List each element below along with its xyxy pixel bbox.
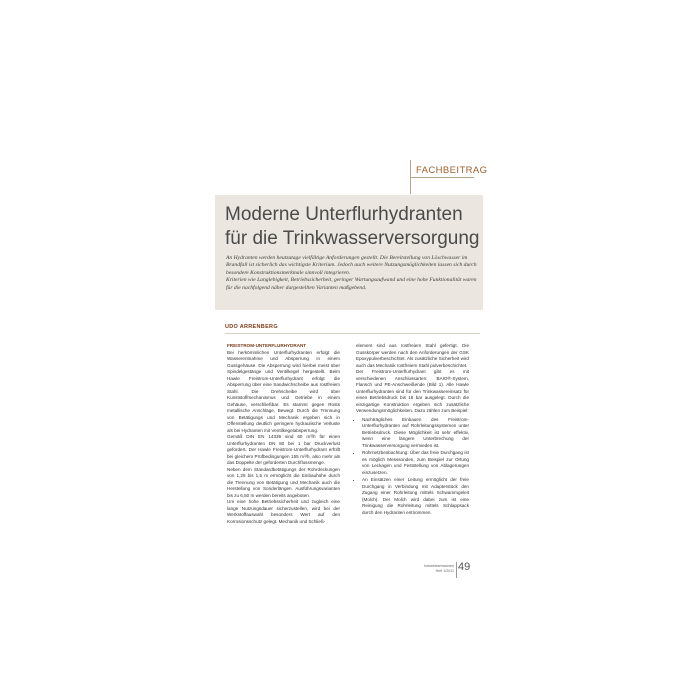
magazine-footer [414, 564, 454, 573]
lead-paragraph: Kriterien wie Langlebigkeit, Betriebssicherheit, geringer Wartungsaufwand und eine hohe Funktionalität waren für die nachfolgend näher dargestellten Varianten maßgebend. [226, 277, 477, 291]
page-number: 49 [458, 561, 471, 573]
article-title [225, 203, 480, 251]
body-paragraph: element sind aus rostfreiem Stahl gefertigt. Die Gusskörper werden nach den Anforderungen der GSK Epoxypulverbeschichtet. Als zusätzliche Sicherheit wird auch das Mechanik rostfreiem Stahl pulverbeschichtet. [356, 343, 469, 368]
feature-list [356, 417, 469, 517]
body-paragraph: Der Freistrom-Unterflurhydrant gibt es mit verschiedenen Anschlussarten: BAIO®-System, Flansch und PE-Anschweißende (Bild 1). Alle Hawle Unterflurhydranten sind für den Trinkwassereinsatz für einen Betriebsdruck bis 16 bar ausgelegt. Durch die einzigartige Konstruktion ergeben sich zusätzliche Verwendungsmöglichkeiten. Dazu zählen zum Beispiel: [356, 369, 469, 413]
list-item: • Nachträgliches Einbauen des Freistrom-Unterflurhydranten auf Rohrleitungssystemen unter Betriebsdruck. Diese Möglichkeit ist sehr effektiv, wenn eine längere Unterbrechung der Trinkwasserversorgung vermieden ist. [362, 417, 469, 450]
list-item: • An Einsätzen einer Leitung ermöglicht der freie Durchgang in Verbindung mit Adapterstück den Zugang einer Rohrleitung mittels Schwammgeleit (Molch). Der Molch wird dabei zum ist eine Reinigung die Rohrleitung mittels Schlappsack durch den Hydranten entnommen. [362, 477, 469, 516]
author-name: UDO ARRENBERG [225, 324, 278, 330]
footer-divider [456, 562, 457, 578]
body-paragraph: Neben dem Standardbetätigungs der Rohrdeckungen von 1,25 bis 1,5 m ermöglicht die Einbauhöhe durch die Trennung von Betätigung und Mechanik auch die Herstellung von Sonderlängen. Ausführungsvarianten bis zu 6,50 m werden bereits angeboten. [227, 466, 340, 498]
body-column-right [356, 343, 469, 517]
magazine-issue: Heft 1/2011 [435, 568, 454, 573]
author-divider [225, 333, 480, 334]
section-subheading: FREISTROM-UNTERFLURHYDRANT [227, 343, 307, 348]
article-title-line1: Moderne Unterflurhydranten [225, 204, 463, 225]
body-paragraph: Gemäß DIN EN 14339 sind 60 m³/h für einen Unterflurhydranten DN 80 bei 1 bar Druckverlust gefordert. Der Hawle Freistrom-Unterflurhydrant erfüllt bei gleichem Prüfbedingungen 155 m³/h, also mehr als das Doppelte der geforderten Durchflussmenge. [227, 434, 340, 465]
category-divider [410, 177, 474, 178]
lead-paragraph: An Hydranten werden heutzutage vielfältige Anforderungen gestellt. Die Bereitstellung von Löschwasser im Brandfall ist sicherlich das wichtigste Kriterium. Jedoch auch weitere Nutzungsmöglichkeiten lassen sich durch besondere Konstruktionsmerkmale sinnvoll integrieren. [226, 255, 477, 276]
body-paragraph: Um eine hohe Betriebssicherheit und zugleich eine lange Nutzungsdauer sicherzustellen, wird bei der Werkstoffauswahl besonders Wert auf den Korrosionsschutz gelegt. Mechanik und Schließ- [227, 499, 340, 524]
article-title-line2: für die Trinkwasserversorgung [225, 228, 480, 249]
article-lead [226, 255, 481, 292]
magazine-name: Industriearmaturen [423, 564, 454, 568]
body-paragraph: Bei herkömmlichen Unterflurhydranten erfolgt die Wasserentnahme und Absperrung in einem Gussgehäuse. Die Absperrung wird hierbei meist über Spindelgestänge und Ventilkegel hergestellt. Beim Hawle Freistrom-Unterflurhydrant erfolgt die Absperrung über eine Sandwichscheibe aus rostfreiem Stahl. Die Drehscheibe wird über Kunststoffmechanismus und Getriebe in einem Gehäuse, verschließbar. Es stammt gegen Rosts metallische Anschläge, Bewegt. Durch die Trennung von Betätigungs und Mechanik ergeben sich in Offenstellung deutlich geringere hydraulische Verluste als bei Hydranten mit Ventilkegelabsperrung. [227, 349, 340, 433]
section-category: FACHBEITRAG [416, 165, 488, 176]
body-column-left [227, 343, 340, 525]
list-item: • Rohrnetzbeobachtung: Über das freie Durchgang ist es möglich Messsonden, zum Beispiel zur Ortung von Leckagen und Feststellung von Ablagerungen einzusetzen. [362, 450, 469, 476]
